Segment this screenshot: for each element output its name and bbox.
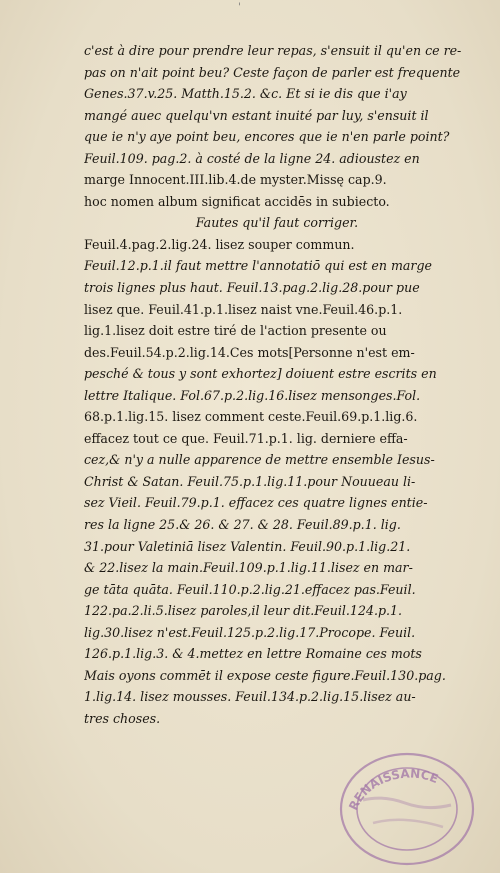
text-line: lig.1.lisez doit estre tiré de l'action presente ou [84, 323, 387, 339]
text-line: lig.30.lisez n'est.Feuil.125.p.2.lig.17.Procope. Feuil. [84, 624, 416, 640]
text-line: trois lignes plus haut. Feuil.13.pag.2.lig.28.pour pue [84, 280, 420, 296]
text-line: pesché & tous y sont exhortez] doiuent estre escrits en [84, 366, 437, 382]
text-line: pas on n'ait point beu? Ceste façon de parler est frequente [84, 64, 461, 80]
text-line: 68.p.1.lig.15. lisez comment ceste.Feuil.69.p.1.lig.6. [84, 409, 418, 425]
text-line: lettre Italique. Fol.67.p.2.lig.16.lisez mensonges.Fol. [84, 387, 421, 403]
text-line: Feuil.12.p.1.il faut mettre l'annotatiō qui est en marge [84, 258, 432, 274]
text-line: Mais oyons commēt il expose ceste figure.Feuil.130.pag. [84, 667, 446, 683]
text-line: res la ligne 25.& 26. & 27. & 28. Feuil.89.p.1. lig. [84, 517, 401, 533]
text-line: Genes.37.v.25. Matth.15.2. &c. Et si ie dis que i'ay [84, 86, 407, 102]
text-line: effacez tout ce que. Feuil.71.p.1. lig. derniere effa- [84, 430, 408, 446]
text-line: Feuil.109. pag.2. à costé de la ligne 24. adioustez en [84, 150, 420, 166]
stamp-smudge [363, 798, 451, 807]
text-line: tres choses. [84, 710, 161, 726]
text-line: 31.pour Valetiniā lisez Valentin. Feuil.90.p.1.lig.21. [84, 538, 411, 554]
text-line: 1.lig.14. lisez mousses. Feuil.134.p.2.lig.15.lisez au- [84, 689, 416, 705]
stamp-text: RENAISSANCE [346, 766, 441, 813]
text-line: marge Innocent.III.lib.4.de myster.Missę cap.9. [84, 172, 387, 188]
text-line: lisez que. Feuil.41.p.1.lisez naist vne.Feuil.46.p.1. [84, 301, 403, 317]
stamp-smudge [373, 820, 443, 827]
text-line: mangé auec quelqu'vn estant inuité par luy, s'ensuit il [84, 107, 429, 123]
text-line: Feuil.4.pag.2.lig.24. lisez souper commun. [84, 236, 355, 252]
text-line: des.Feuil.54.p.2.lig.14.Ces mots[Personne n'est em- [84, 344, 415, 360]
library-stamp [333, 745, 481, 867]
section-heading: Fautes qu'il faut corriger. [195, 215, 359, 231]
text-line: Christ & Satan. Feuil.75.p.1.lig.11.pour Nouueau li- [84, 473, 416, 489]
text-line: sez Vieil. Feuil.79.p.1. effacez ces quatre lignes entie- [84, 495, 428, 511]
text-line: c'est à dire pour prendre leur repas, s'ensuit il qu'en ce re- [84, 43, 462, 58]
text-line: hoc nomen album significat accidēs in subiecto. [84, 193, 390, 209]
text-line: cez,& n'y a nulle apparence de mettre ensemble Iesus- [84, 452, 435, 468]
text-line: ge tāta quāta. Feuil.110.p.2.lig.21.effacez pas.Feuil. [84, 581, 416, 597]
errata-text-block [84, 40, 470, 730]
ink-speck: ' [238, 2, 241, 13]
text-line: 122.pa.2.li.5.lisez paroles,il leur dit.Feuil.124.p.1. [84, 603, 403, 619]
text-line: & 22.lisez la main.Feuil.109.p.1.lig.11.lisez en mar- [84, 560, 413, 576]
text-line: que ie n'y aye point beu, encores que ie n'en parle point? [84, 129, 450, 145]
text-line: 126.p.1.lig.3. & 4.mettez en lettre Romaine ces mots [84, 646, 422, 662]
